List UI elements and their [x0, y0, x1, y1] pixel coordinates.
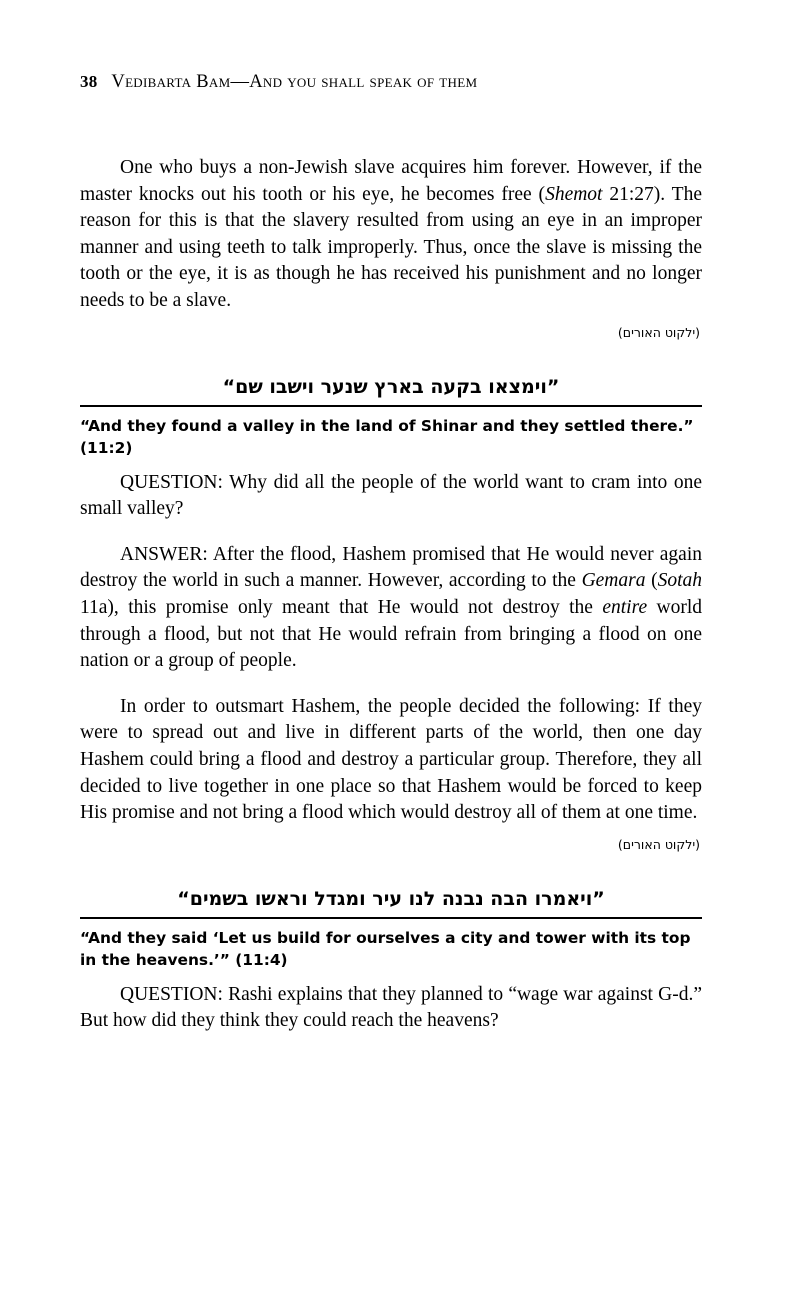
answer-paragraph — [80, 542, 702, 675]
section-tower — [80, 886, 702, 1035]
answer-text-d: world through a flood, but not that He would refrain from bringing a flood on one nation or a group of people. — [80, 596, 702, 672]
page-number: 38 — [80, 72, 98, 91]
answer-text-b: ( — [645, 570, 658, 592]
answer-italic-sotah: Sotah — [657, 570, 702, 592]
running-title: Vedibarta Bam—And you shall speak of them — [111, 72, 478, 92]
answer-italic-gemara: Gemara — [581, 570, 646, 592]
section-divider-rule-2 — [80, 917, 702, 919]
answer-italic-entire: entire — [602, 596, 648, 618]
intro-text-a: One who buys a non-Jewish slave acquires him forever. However, if the master knocks out his tooth or his eye, he becomes free ( — [80, 157, 702, 205]
answer-text-a: ANSWER: After the flood, Hashem promised that He would never again destroy the world in such a manner. However, according to the — [80, 543, 702, 592]
intro-italic-shemot: Shemot — [545, 183, 603, 205]
intro-text-b: 21:27). The reason for this is that the slavery resulted from using an eye in an improper manner and using teeth to talk improperly. Thus, once the slave is missing the tooth or the eye, it is as though he has received his punishment and no longer needs to be a slave. — [80, 183, 702, 311]
english-verse-heading: “And they found a valley in the land of Shinar and they settled there.” (11:2) — [80, 416, 694, 458]
source-attribution-2: (ילקוט האורים) — [617, 836, 700, 852]
section-divider-rule — [80, 405, 702, 407]
hebrew-verse-heading: ”וימצאו בקעה בארץ שנער וישבו שם“ — [222, 375, 560, 398]
answer-text-c: 11a), this promise only meant that He would not destroy the — [80, 596, 603, 618]
english-verse-heading-2: “And they said ‘Let us build for ourselves a city and tower with its top in the heavens.’” (11:4) — [80, 928, 691, 970]
hebrew-verse-heading-2: ”ויאמרו הבה נבנה לנו עיר ומגדל וראשו בשמים“ — [177, 887, 605, 910]
section-shinar — [80, 374, 702, 852]
running-head — [80, 72, 702, 93]
intro-paragraph — [80, 155, 702, 315]
question-paragraph-2: QUESTION: Rashi explains that they planned to “wage war against G-d.” But how did they think they could reach the heavens? — [80, 983, 702, 1032]
source-attribution-1: (ילקוט האורים) — [617, 324, 700, 340]
answer-paragraph-2: In order to outsmart Hashem, the people decided the following: If they were to spread out and live in different parts of the world, then one day Hashem could bring a flood and destroy a particular group. Therefore, they all decided to live together in one place so that Hashem would be forced to keep His promise and not bring a flood which would destroy all of them at one time. — [80, 695, 702, 824]
question-paragraph: QUESTION: Why did all the people of the world want to cram into one small valley? — [80, 471, 702, 520]
